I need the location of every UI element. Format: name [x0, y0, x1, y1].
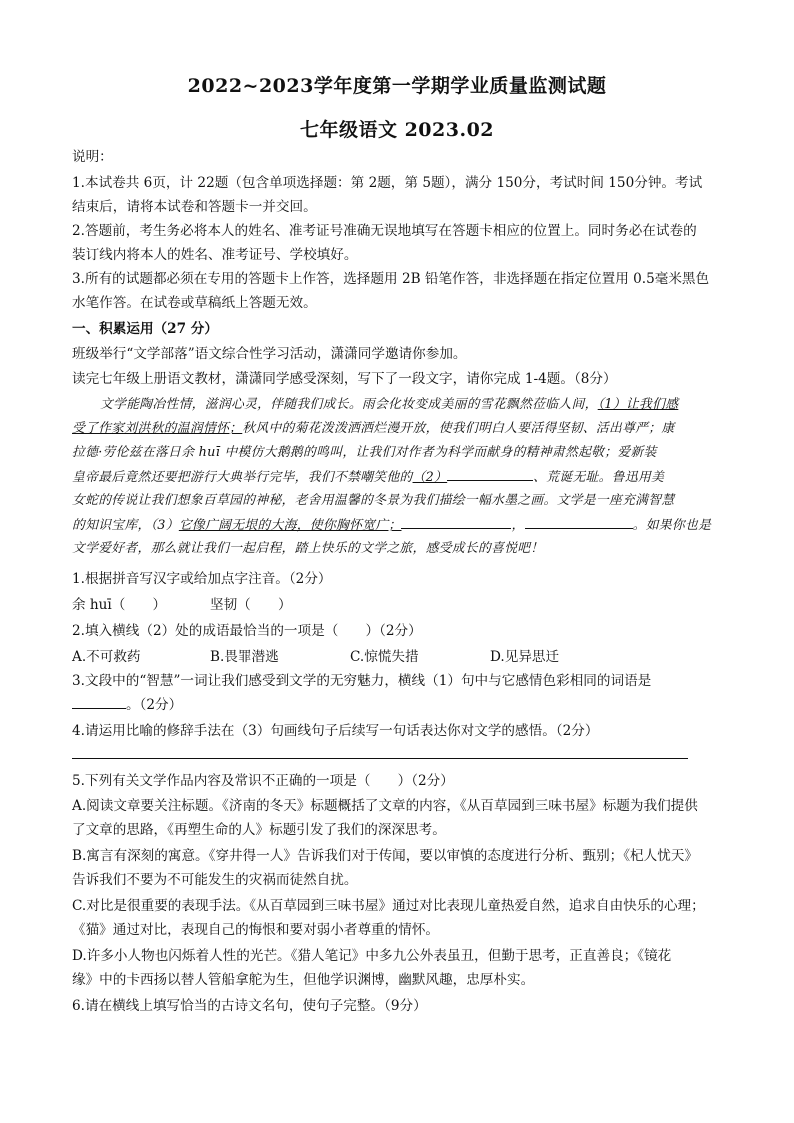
answer-line: [72, 758, 688, 759]
answer-blank: [72, 694, 126, 709]
section-intro: 班级举行“文学部落”语文综合性学习活动，潇潇同学邀请你参加。: [72, 346, 467, 362]
q5-option-b-cont: 告诉我们不要为不可能发生的灾祸而徒然自扰。: [72, 872, 358, 888]
blank-3b: [525, 514, 633, 529]
q5-option-a-cont: 了文章的思路，《再塑生命的人》标题引发了我们的深深思考。: [72, 822, 446, 838]
passage-text: 秋风中的菊花泼泼洒洒烂漫开放，使我们明白人要活得坚韧、活出尊严；康: [242, 421, 675, 436]
exam-subtitle: 七年级语文 2023.02: [299, 119, 495, 141]
q2-option-a: A.不可救药: [72, 649, 141, 665]
question-3-points: 。（2分）: [126, 697, 183, 713]
instruction-line: 2.答题前，考生务必将本人的姓名、准考证号准确无误地填写在答题卡相应的位置上。同时务必在试卷的: [72, 223, 697, 239]
passage-line: 女蛇的传说让我们想象百草园的神秘，老舍用温馨的冬景为我们描绘一幅水墨之画。文学是一座充满智慧: [72, 493, 675, 508]
passage-text: 的知识宝库，（3）: [72, 518, 179, 533]
instruction-line: 3.所有的试题都必须在专用的答题卡上作答，选择题用 2B 铅笔作答，非选择题在指定位置用 0.5毫米黑色: [72, 271, 710, 287]
passage-text: 。如果你也是: [632, 518, 712, 533]
passage-line: [100, 394, 732, 416]
q5-option-d-cont: 缘》中的卡西扬以替人管船拿舵为生，但他学识渊博，幽默风趣，忠厚朴实。: [72, 972, 535, 988]
instruction-line: 结束后，请将本试卷和答题卡一并交回。: [72, 199, 317, 215]
question-2: 2.填入横线（2）处的成语最恰当的一项是（ ）（2分）: [72, 623, 422, 639]
q5-option-b: B.寓言有深刻的寓意。《穿井得一人》告诉我们对于传闻，要以审慎的态度进行分析、甄别；《杞人忧天》: [72, 848, 699, 864]
instruction-line: 装订线内将本人的姓名、准考证号、学校填好。: [72, 247, 358, 263]
q5-option-c: C.对比是很重要的表现手法。《从百草园到三味书屋》通过对比表现儿童热爱自然，追求自由快乐的心理；: [72, 898, 705, 914]
underlined-sentence-3: 它像广阔无垠的大海，使你胸怀宽广；: [178, 518, 402, 533]
blank-2: [447, 466, 533, 481]
passage-text: 、荒诞无耻。鲁迅用美: [533, 470, 665, 485]
exam-title: 2022~2023学年度第一学期学业质量监测试题: [187, 75, 607, 97]
q5-option-c-cont: 《猫》通过对比，表现自己的悔恨和要对弱小者尊重的情怀。: [72, 922, 440, 938]
q2-option-d: D.见异思迁: [490, 649, 560, 665]
passage-line: 的知识宝库，（3）它像广阔无垠的大海，使你胸怀宽广； ， 。如果你也是: [72, 514, 732, 537]
instructions-heading: 说明：: [72, 149, 113, 165]
question-3: 3.文段中的“智慧”一词让我们感受到文学的无穷魅力，横线（1）句中与它感情色彩相同的词语是: [72, 673, 652, 689]
passage-line: 文学爱好者，那么就让我们一起启程，踏上快乐的文学之旅，感受成长的喜悦吧！: [72, 541, 544, 556]
question-5: 5.下列有关文学作品内容及常识不正确的一项是（ ）（2分）: [72, 773, 454, 789]
instruction-line: 1.本试卷共 6页，计 22题（包含单项选择题：第 2题，第 5题），满分 150分，考试时间 150分钟。考试: [72, 175, 703, 191]
section-intro: 读完七年级上册语文教材，潇潇同学感受深刻，写下了一段文字，请你完成 1-4题。（8分）: [72, 371, 617, 387]
underlined-sentence-1: （1）让我们感: [597, 397, 679, 412]
q1-item-a: 余 huī（ ）: [72, 597, 167, 613]
q1-item-b: 坚韧（ ）: [210, 597, 292, 613]
passage-line: [72, 466, 732, 489]
passage-text: 文学能陶冶性情，滋润心灵，伴随我们成长。雨会化妆变成美丽的雪花飘然莅临人间，: [100, 397, 598, 412]
q2-option-c: C.惊慌失措: [350, 649, 419, 665]
passage-line: 拉德·劳伦兹在落日余 huī 中模仿大鹅鹅的鸣叫，让我们对作者为科学而献身的精神肃然起敬；爱新装: [72, 445, 657, 460]
question-3-tail: [72, 694, 732, 716]
question-4: 4.请运用比喻的修辞手法在（3）句画线句子后续写一句话表达你对文学的感悟。（2分）: [72, 723, 599, 739]
question-6: 6.请在横线上填写恰当的古诗文名句，使句子完整。（9分）: [72, 998, 427, 1014]
q5-option-d: D.许多小人物也闪烁着人性的光芒。《猎人笔记》中多九公外表虽丑，但勤于思考，正直善良；《镜花: [72, 948, 672, 964]
section-heading: 一、积累运用（27 分）: [72, 321, 218, 337]
passage-text: 皇帝最后竟然还要把游行大典举行完毕，我们不禁嘲笑他的: [72, 470, 413, 485]
instruction-line: 水笔作答。在试卷或草稿纸上答题无效。: [72, 295, 317, 311]
q5-option-a: A.阅读文章要关注标题。《济南的冬天》标题概括了文章的内容，《从百草园到三味书屋》标题为我们提供: [72, 798, 698, 814]
underlined-sentence-1-cont: 受了作家刘洪秋的温润情怀；: [72, 421, 243, 436]
question-1: 1.根据拼音写汉字或给加点字注音。（2分）: [72, 571, 332, 587]
q2-option-b: B.畏罪潜逃: [210, 649, 279, 665]
blank-2-label: （2）: [412, 470, 448, 485]
passage-line: [72, 418, 732, 440]
blank-3a: [401, 514, 511, 529]
